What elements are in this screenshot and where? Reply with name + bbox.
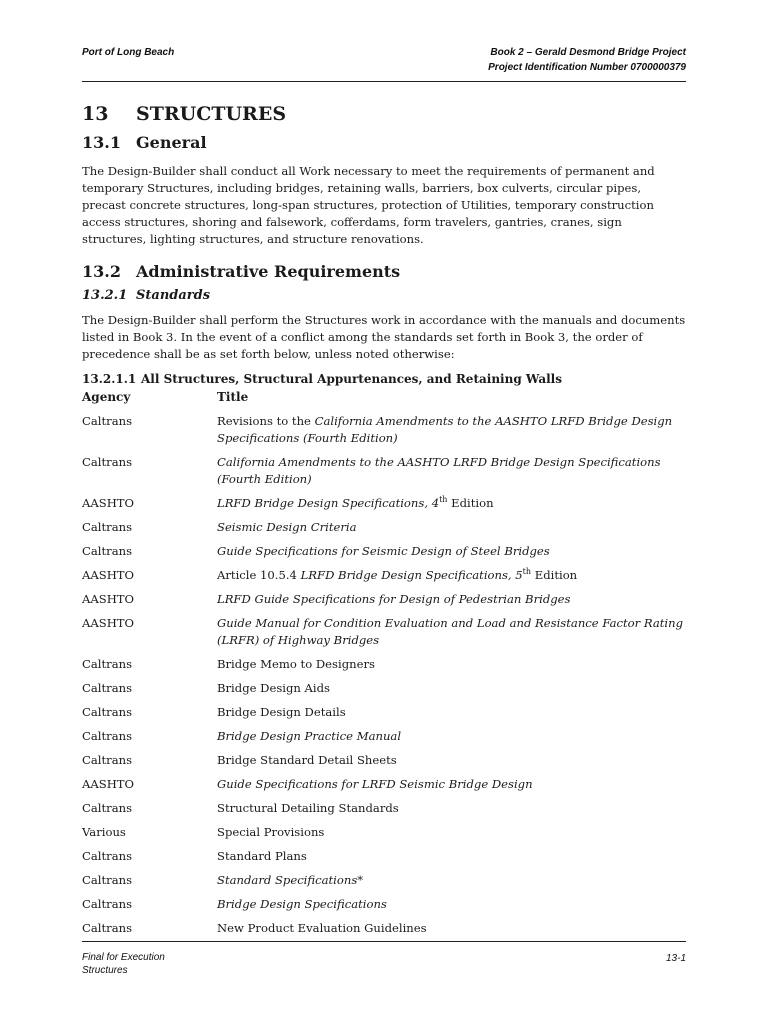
title-cell xyxy=(217,800,686,817)
title-italic: Standard Specifications* xyxy=(217,873,364,887)
general-paragraph: The Design-Builder shall conduct all Work necessary to meet the requirements of permanent and temporary Structures, including bridges, retaining walls, barriers, box culverts, circular pipes, precast concrete structures, long-span structures, protection of Utilities, temporary construction access structures, shoring and falsework, cofferdams, form travelers, gantries, cranes, sign structures, lighting structures, and structure renovations. xyxy=(82,164,655,246)
title-cell xyxy=(217,413,686,447)
table-row xyxy=(82,567,686,584)
standards-paragraph: The Design-Builder shall perform the Structures work in accordance with the manuals and documents listed in Book 3. In the event of a conflict among the standards set forth in Book 3, the order of precedence shall be as set forth below, unless noted otherwise: xyxy=(82,313,686,361)
page-body xyxy=(82,100,686,944)
title-prefix: Revisions to the xyxy=(217,414,315,428)
title-cell xyxy=(217,704,686,721)
table-row xyxy=(82,824,686,841)
table-row xyxy=(82,728,686,745)
title-italic: Guide Specifications for LRFD Seismic Bridge Design xyxy=(217,777,533,791)
admin-title: Administrative Requirements xyxy=(136,262,401,281)
title-italic: LRFD Bridge Design Specifications, 4 xyxy=(217,496,440,510)
agency-cell: Caltrans xyxy=(82,681,133,695)
table-row xyxy=(82,752,686,769)
standards-table xyxy=(82,389,686,937)
title-cell xyxy=(217,728,686,745)
title-cell xyxy=(217,567,686,584)
agency-cell: Various xyxy=(82,825,126,839)
agency-cell: Caltrans xyxy=(82,753,133,767)
header-book-title: Book 2 – Gerald Desmond Bridge Project xyxy=(490,47,686,58)
table-row xyxy=(82,454,686,488)
agency-cell: AASHTO xyxy=(82,568,135,582)
agency-cell: AASHTO xyxy=(82,616,135,630)
section-number: 13 xyxy=(82,103,109,125)
table-row xyxy=(82,848,686,865)
agency-cell: AASHTO xyxy=(82,777,135,791)
standards-title: Standards xyxy=(136,288,211,303)
general-heading xyxy=(82,129,686,157)
footer-chapter: Structures xyxy=(82,965,128,976)
page-number: 13-1 xyxy=(665,953,686,964)
section-title: STRUCTURES xyxy=(136,103,287,125)
agency-cell: Caltrans xyxy=(82,921,133,935)
title-prefix: Bridge Design Details xyxy=(217,705,346,719)
title-italic: Bridge Design Practice Manual xyxy=(217,729,402,743)
title-cell xyxy=(217,872,686,889)
agency-cell: Caltrans xyxy=(82,705,133,719)
title-italic: Seismic Design Criteria xyxy=(217,520,357,534)
header-project xyxy=(488,45,686,75)
agency-cell: Caltrans xyxy=(82,414,133,428)
general-number: 13.1 xyxy=(82,133,121,152)
table-row xyxy=(82,800,686,817)
header-project-id: Project Identification Number 0700000379 xyxy=(488,62,686,73)
title-italic: Bridge Design Specifications xyxy=(217,897,387,911)
title-italic: LRFD Guide Specifications for Design of Pedestrian Bridges xyxy=(217,592,571,606)
table-row xyxy=(82,519,686,536)
title-prefix: New Product Evaluation Guidelines xyxy=(217,921,427,935)
agency-cell: Caltrans xyxy=(82,544,133,558)
section-heading xyxy=(82,100,686,129)
title-cell xyxy=(217,848,686,865)
table-row xyxy=(82,591,686,608)
agency-cell: Caltrans xyxy=(82,873,133,887)
agency-cell: Caltrans xyxy=(82,897,133,911)
agency-cell: Caltrans xyxy=(82,520,133,534)
table-row xyxy=(82,872,686,889)
title-italic: California Amendments to the AASHTO LRFD Bridge Design Specifications (Fourth Edition) xyxy=(217,414,673,445)
title-prefix: Bridge Memo to Designers xyxy=(217,657,375,671)
table-row xyxy=(82,656,686,673)
title-cell xyxy=(217,615,686,649)
standards-number: 13.2.1 xyxy=(82,288,128,303)
table-header xyxy=(82,389,686,406)
subsection-heading xyxy=(82,369,686,389)
table-row xyxy=(82,413,686,447)
table-row xyxy=(82,495,686,512)
agency-cell: Caltrans xyxy=(82,729,133,743)
table-row xyxy=(82,680,686,697)
title-cell xyxy=(217,896,686,913)
header-divider xyxy=(82,81,686,82)
footer-left xyxy=(82,951,165,977)
table-row xyxy=(82,776,686,793)
title-cell xyxy=(217,680,686,697)
title-prefix: Bridge Design Aids xyxy=(217,681,330,695)
table-row xyxy=(82,896,686,913)
title-prefix: Structural Detailing Standards xyxy=(217,801,399,815)
title-suffix: Edition xyxy=(531,568,578,582)
title-cell xyxy=(217,824,686,841)
title-prefix: Article 10.5.4 xyxy=(217,568,301,582)
title-cell xyxy=(217,495,686,512)
admin-number: 13.2 xyxy=(82,262,121,281)
table-body xyxy=(82,413,686,937)
agency-cell: Caltrans xyxy=(82,455,133,469)
title-cell xyxy=(217,656,686,673)
title-cell xyxy=(217,752,686,769)
agency-cell: Caltrans xyxy=(82,657,133,671)
footer-divider xyxy=(82,941,686,942)
title-prefix: Standard Plans xyxy=(217,849,307,863)
title-italic: California Amendments to the AASHTO LRFD Bridge Design Specifications (Fourth Edition) xyxy=(217,455,661,486)
title-italic: Guide Specifications for Seismic Design of Steel Bridges xyxy=(217,544,550,558)
title-cell xyxy=(217,519,686,536)
subsection-title: All Structures, Structural Appurtenances, and Retaining Walls xyxy=(141,372,562,386)
table-row xyxy=(82,615,686,649)
agency-cell: Caltrans xyxy=(82,801,133,815)
title-cell xyxy=(217,591,686,608)
title-italic: Guide Manual for Condition Evaluation and Load and Resistance Factor Rating (LRFR) of Highway Bridges xyxy=(217,616,684,647)
title-cell xyxy=(217,920,686,937)
admin-heading xyxy=(82,258,686,286)
agency-cell: AASHTO xyxy=(82,496,135,510)
header-org: Port of Long Beach xyxy=(82,47,175,58)
table-row xyxy=(82,704,686,721)
title-cell xyxy=(217,776,686,793)
title-sup: th xyxy=(439,495,448,505)
title-cell xyxy=(217,454,686,488)
footer-status: Final for Execution xyxy=(82,952,165,963)
title-suffix: Edition xyxy=(447,496,494,510)
table-row xyxy=(82,543,686,560)
standards-heading xyxy=(82,286,686,306)
agency-cell: AASHTO xyxy=(82,592,135,606)
column-header-agency: Agency xyxy=(82,390,131,404)
subsection-number: 13.2.1.1 xyxy=(82,372,137,386)
general-title: General xyxy=(136,133,207,152)
title-prefix: Bridge Standard Detail Sheets xyxy=(217,753,397,767)
title-cell xyxy=(217,543,686,560)
agency-cell: Caltrans xyxy=(82,849,133,863)
title-italic: LRFD Bridge Design Specifications, 5 xyxy=(300,568,523,582)
table-row xyxy=(82,920,686,937)
title-sup: th xyxy=(522,567,532,577)
title-prefix: Special Provisions xyxy=(217,825,325,839)
column-header-title: Title xyxy=(217,390,249,404)
